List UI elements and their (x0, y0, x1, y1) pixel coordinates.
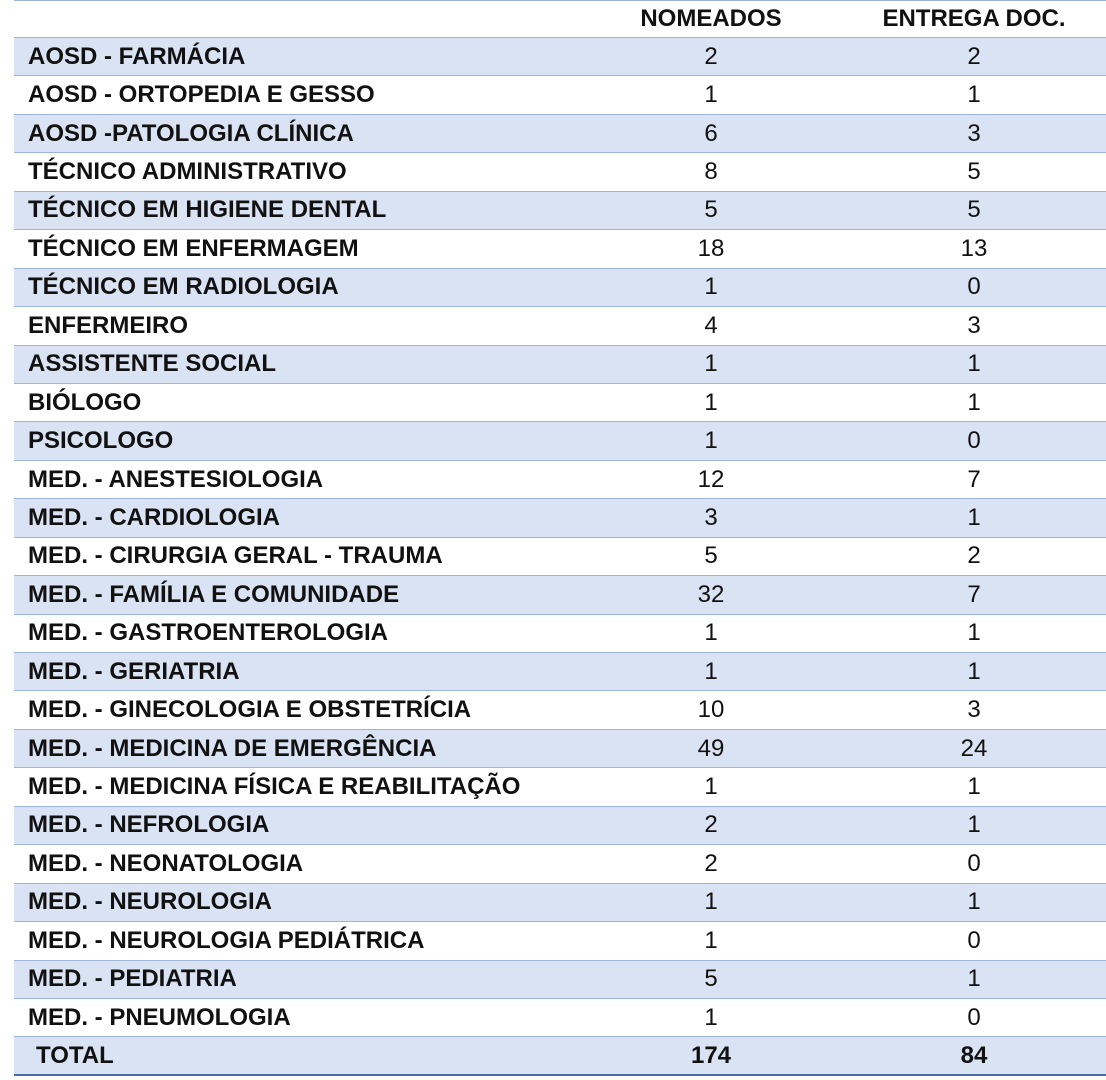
row-nomeados-cell: 1 (580, 268, 842, 306)
row-nomeados-cell: 49 (580, 729, 842, 767)
row-nomeados-cell: 1 (580, 998, 842, 1036)
table-row (14, 614, 1106, 652)
table-row (14, 691, 1106, 729)
header-name (14, 1, 580, 38)
row-name-cell: MED. - ANESTESIOLOGIA (14, 460, 580, 498)
row-nomeados-cell: 1 (580, 922, 842, 960)
table-row (14, 383, 1106, 421)
table-row (14, 114, 1106, 152)
row-entrega-doc-cell: 7 (842, 576, 1106, 614)
row-name-cell: TÉCNICO EM RADIOLOGIA (14, 268, 580, 306)
total-label: TOTAL (14, 1037, 580, 1075)
row-entrega-doc-cell: 5 (842, 153, 1106, 191)
row-name-cell: MED. - CIRURGIA GERAL - TRAUMA (14, 537, 580, 575)
row-entrega-doc-cell: 3 (842, 691, 1106, 729)
table-row (14, 307, 1106, 345)
header-entrega-doc: ENTREGA DOC. (842, 1, 1106, 38)
table-row (14, 922, 1106, 960)
row-entrega-doc-cell: 2 (842, 537, 1106, 575)
table-row (14, 499, 1106, 537)
row-nomeados-cell: 1 (580, 76, 842, 114)
row-nomeados-cell: 1 (580, 614, 842, 652)
table-row (14, 845, 1106, 883)
row-nomeados-cell: 1 (580, 768, 842, 806)
row-nomeados-cell: 1 (580, 883, 842, 921)
row-nomeados-cell: 1 (580, 422, 842, 460)
row-nomeados-cell: 6 (580, 114, 842, 152)
row-entrega-doc-cell: 13 (842, 230, 1106, 268)
row-nomeados-cell: 10 (580, 691, 842, 729)
row-name-cell: ENFERMEIRO (14, 307, 580, 345)
row-entrega-doc-cell: 2 (842, 38, 1106, 76)
row-entrega-doc-cell: 1 (842, 883, 1106, 921)
row-entrega-doc-cell: 5 (842, 191, 1106, 229)
row-nomeados-cell: 2 (580, 38, 842, 76)
row-name-cell: MED. - PEDIATRIA (14, 960, 580, 998)
row-nomeados-cell: 2 (580, 845, 842, 883)
header-nomeados: NOMEADOS (580, 1, 842, 38)
total-row (14, 1037, 1106, 1075)
row-nomeados-cell: 8 (580, 153, 842, 191)
row-name-cell: MED. - NEUROLOGIA (14, 883, 580, 921)
row-nomeados-cell: 12 (580, 460, 842, 498)
table-row (14, 998, 1106, 1036)
row-name-cell: TÉCNICO EM HIGIENE DENTAL (14, 191, 580, 229)
row-name-cell: MED. - MEDICINA FÍSICA E REABILITAÇÃO (14, 768, 580, 806)
row-entrega-doc-cell: 7 (842, 460, 1106, 498)
table-row (14, 883, 1106, 921)
row-entrega-doc-cell: 24 (842, 729, 1106, 767)
table-row (14, 653, 1106, 691)
table-header-row (14, 1, 1106, 38)
row-entrega-doc-cell: 1 (842, 345, 1106, 383)
row-name-cell: BIÓLOGO (14, 383, 580, 421)
row-entrega-doc-cell: 0 (842, 422, 1106, 460)
row-nomeados-cell: 1 (580, 653, 842, 691)
table-body (14, 38, 1106, 1037)
row-entrega-doc-cell: 1 (842, 768, 1106, 806)
row-nomeados-cell: 1 (580, 345, 842, 383)
row-name-cell: AOSD - ORTOPEDIA E GESSO (14, 76, 580, 114)
table-row (14, 38, 1106, 76)
row-entrega-doc-cell: 0 (842, 845, 1106, 883)
row-name-cell: MED. - NEONATOLOGIA (14, 845, 580, 883)
row-entrega-doc-cell: 3 (842, 114, 1106, 152)
table-row (14, 230, 1106, 268)
row-entrega-doc-cell: 1 (842, 653, 1106, 691)
row-entrega-doc-cell: 1 (842, 614, 1106, 652)
row-name-cell: MED. - CARDIOLOGIA (14, 499, 580, 537)
row-nomeados-cell: 5 (580, 537, 842, 575)
row-name-cell: MED. - NEFROLOGIA (14, 806, 580, 844)
row-nomeados-cell: 32 (580, 576, 842, 614)
row-name-cell: MED. - GINECOLOGIA E OBSTETRÍCIA (14, 691, 580, 729)
row-name-cell: AOSD -PATOLOGIA CLÍNICA (14, 114, 580, 152)
table-row (14, 768, 1106, 806)
row-entrega-doc-cell: 3 (842, 307, 1106, 345)
table-row (14, 153, 1106, 191)
total-entrega-doc: 84 (842, 1037, 1106, 1075)
table-row (14, 268, 1106, 306)
row-nomeados-cell: 5 (580, 191, 842, 229)
row-nomeados-cell: 2 (580, 806, 842, 844)
row-nomeados-cell: 3 (580, 499, 842, 537)
row-name-cell: TÉCNICO ADMINISTRATIVO (14, 153, 580, 191)
table-row (14, 729, 1106, 767)
table-row (14, 76, 1106, 114)
row-nomeados-cell: 4 (580, 307, 842, 345)
row-entrega-doc-cell: 0 (842, 268, 1106, 306)
table-row (14, 460, 1106, 498)
row-name-cell: MED. - NEUROLOGIA PEDIÁTRICA (14, 922, 580, 960)
row-name-cell: MED. - MEDICINA DE EMERGÊNCIA (14, 729, 580, 767)
row-name-cell: AOSD - FARMÁCIA (14, 38, 580, 76)
row-entrega-doc-cell: 1 (842, 499, 1106, 537)
row-nomeados-cell: 1 (580, 383, 842, 421)
row-name-cell: MED. - GERIATRIA (14, 653, 580, 691)
row-name-cell: MED. - PNEUMOLOGIA (14, 998, 580, 1036)
row-name-cell: TÉCNICO EM ENFERMAGEM (14, 230, 580, 268)
total-nomeados: 174 (580, 1037, 842, 1075)
table-row (14, 806, 1106, 844)
row-nomeados-cell: 18 (580, 230, 842, 268)
table-row (14, 576, 1106, 614)
row-entrega-doc-cell: 1 (842, 806, 1106, 844)
row-entrega-doc-cell: 1 (842, 960, 1106, 998)
nomeados-table (14, 0, 1106, 1076)
table-row (14, 537, 1106, 575)
row-entrega-doc-cell: 0 (842, 922, 1106, 960)
table-row (14, 191, 1106, 229)
table-row (14, 960, 1106, 998)
row-name-cell: MED. - GASTROENTEROLOGIA (14, 614, 580, 652)
table-row (14, 345, 1106, 383)
row-nomeados-cell: 5 (580, 960, 842, 998)
row-name-cell: MED. - FAMÍLIA E COMUNIDADE (14, 576, 580, 614)
row-name-cell: PSICOLOGO (14, 422, 580, 460)
row-entrega-doc-cell: 1 (842, 76, 1106, 114)
row-entrega-doc-cell: 1 (842, 383, 1106, 421)
row-entrega-doc-cell: 0 (842, 998, 1106, 1036)
table-row (14, 422, 1106, 460)
row-name-cell: ASSISTENTE SOCIAL (14, 345, 580, 383)
